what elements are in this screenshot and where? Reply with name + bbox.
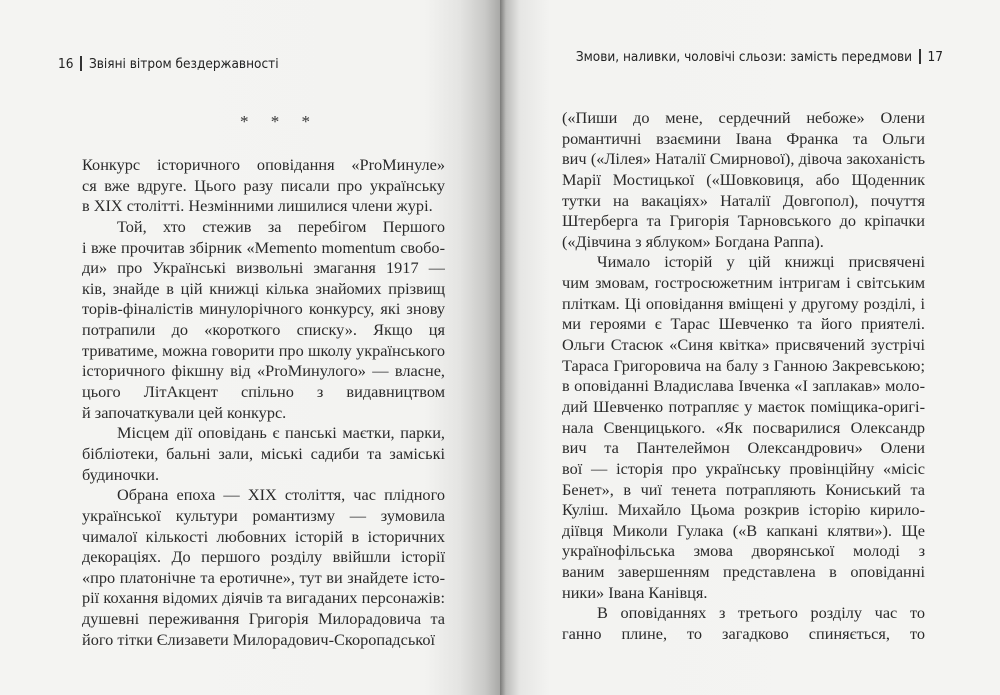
text-line: романтичні взаємини Івана Франка та Ольги	[562, 128, 925, 148]
text-line: ди» про Українські визвольні змагання 1917 —	[82, 258, 445, 278]
text-line: в XIX столітті. Незмінними лишилися члени журі.	[82, 196, 433, 216]
header-separator	[80, 56, 82, 71]
text-line: Бенет», в чиї тенета потрапляють Кониський та	[562, 479, 925, 499]
text-line: Тараса Григоровича на балу з Ганною Закревською;	[562, 355, 925, 375]
paragraph	[82, 485, 445, 650]
text-line: пліткам. Ці оповідання вміщені у другому розділі, і	[562, 293, 925, 313]
page-number: 16	[58, 56, 74, 72]
text-line: Ольги Стасюк «Синя квітка» присвячений зустрічі	[562, 335, 925, 355]
text-line: цього ЛітАкцент спільно з видавництвом	[82, 382, 445, 402]
text-line: українофільська змова дворянської молоді з	[562, 541, 925, 561]
text-line: і вже прочитав збірник «Memento momentum свобо-	[82, 237, 445, 257]
text-line: будиночки.	[82, 464, 160, 484]
text-line: Конкурс історичного оповідання «ProМинуле»	[82, 155, 445, 174]
header-separator	[919, 49, 921, 64]
body-text	[562, 108, 925, 645]
text-line: його тітки Єлизавети Милорадович-Скоропадської	[82, 629, 435, 649]
paragraph	[562, 108, 925, 252]
text-line: вич та Пантелеймон Олександрович» Олени	[562, 438, 925, 458]
text-line: Обрана епоха — XIX століття, час плідного	[117, 485, 445, 505]
running-head-left	[58, 56, 279, 72]
text-line: декораціях. До першого розділу ввійшли історії	[82, 547, 445, 567]
text-line: Куліш. Михайло Цьома розкрив історію кирило-	[562, 500, 925, 520]
text-line: Чимало історій у цій книжці присвячені	[597, 252, 925, 272]
text-line: чим змовам, гостросюжетним інтригам і світським	[562, 273, 925, 293]
running-head-title: Звіяні вітром бездержавності	[88, 56, 279, 72]
text-line: Той, хто стежив за перебігом Першого	[117, 216, 445, 236]
text-line: й започаткували цей конкурс.	[82, 402, 287, 422]
text-line: ся вже вдруге. Цього разу писали про українську	[82, 175, 445, 195]
paragraph	[82, 217, 445, 423]
text-line: дий Шевченко потрапляє у маєток поміщика-оригі-	[562, 396, 925, 416]
text-line: «про платонічне та еротичне», тут ви знайдете істо-	[82, 567, 445, 587]
right-page	[500, 0, 1000, 695]
text-line: ми героями є Тарас Шевченко та його приятелі.	[562, 314, 925, 334]
text-line: душевні переживання Григорія Милорадовича та	[82, 609, 445, 629]
page-number: 17	[927, 49, 943, 65]
text-line: ганно плине, то загадково спиняється, то	[562, 624, 925, 644]
text-line: ники» Івана Канівця.	[562, 582, 708, 602]
text-line: Штерберга та Григорія Тарновського до кріпачки	[562, 211, 925, 231]
text-line: чималої кількості любовних історій в історичних	[82, 526, 445, 546]
text-line: ваним завершенням представлена в оповіданні	[562, 562, 925, 582]
text-line: («Дівчина з яблуком» Богдана Раппа).	[562, 231, 824, 251]
text-line: історичного фікшну від «ProМинулого» — власне,	[82, 361, 445, 381]
running-head-title: Змови, наливки, чоловічі сльози: замість передмови	[575, 49, 913, 65]
paragraph	[82, 155, 445, 217]
text-line: рії кохання відомих діячів та вигаданих персонажів:	[82, 588, 445, 608]
text-line: вої — історія про українську провінційну «місіс	[562, 458, 925, 478]
text-line: тутки на вакаціях» Наталії Довгопол), почуття	[562, 190, 925, 210]
text-line: торів-фіналістів минулорічного конкурсу, які знову	[82, 299, 445, 319]
text-line: бібліотеки, бальні зали, міські садиби та заміські	[82, 443, 445, 463]
text-line: ків, знайде в цій книжці кілька знайомих прізвищ	[82, 278, 445, 298]
paragraph	[82, 423, 445, 485]
text-line: вич («Лілея» Наталії Смирнової), дівоча закоханість	[562, 149, 925, 169]
text-line: Місцем дії оповідань є панські маєтки, парки,	[117, 423, 445, 443]
text-line: В оповіданнях з третього розділу час то	[597, 603, 925, 623]
running-head-right	[576, 49, 943, 65]
text-line: триватиме, можна говорити про школу українського	[82, 340, 445, 360]
text-line: Марії Мостицької («Шовковиця, або Щоденник	[562, 169, 925, 189]
paragraph	[562, 252, 925, 603]
text-line: потрапили до «короткого списку». Якщо ця	[82, 320, 445, 340]
paragraph	[562, 603, 925, 644]
text-line: діївця Миколи Гулака («В капкані клятви»). Ще	[562, 520, 925, 540]
body-text	[82, 155, 445, 650]
text-line: української культури романтизму — зумовила	[82, 505, 445, 525]
section-separator: * * *	[240, 112, 319, 131]
text-line: («Пиши до мене, сердечний небоже» Олени	[562, 108, 925, 127]
text-line: нала Свенцицького. «Як посварилися Олександр	[562, 417, 925, 437]
text-line: в оповіданні Владислава Івченка «І заплакав» моло-	[562, 376, 925, 396]
